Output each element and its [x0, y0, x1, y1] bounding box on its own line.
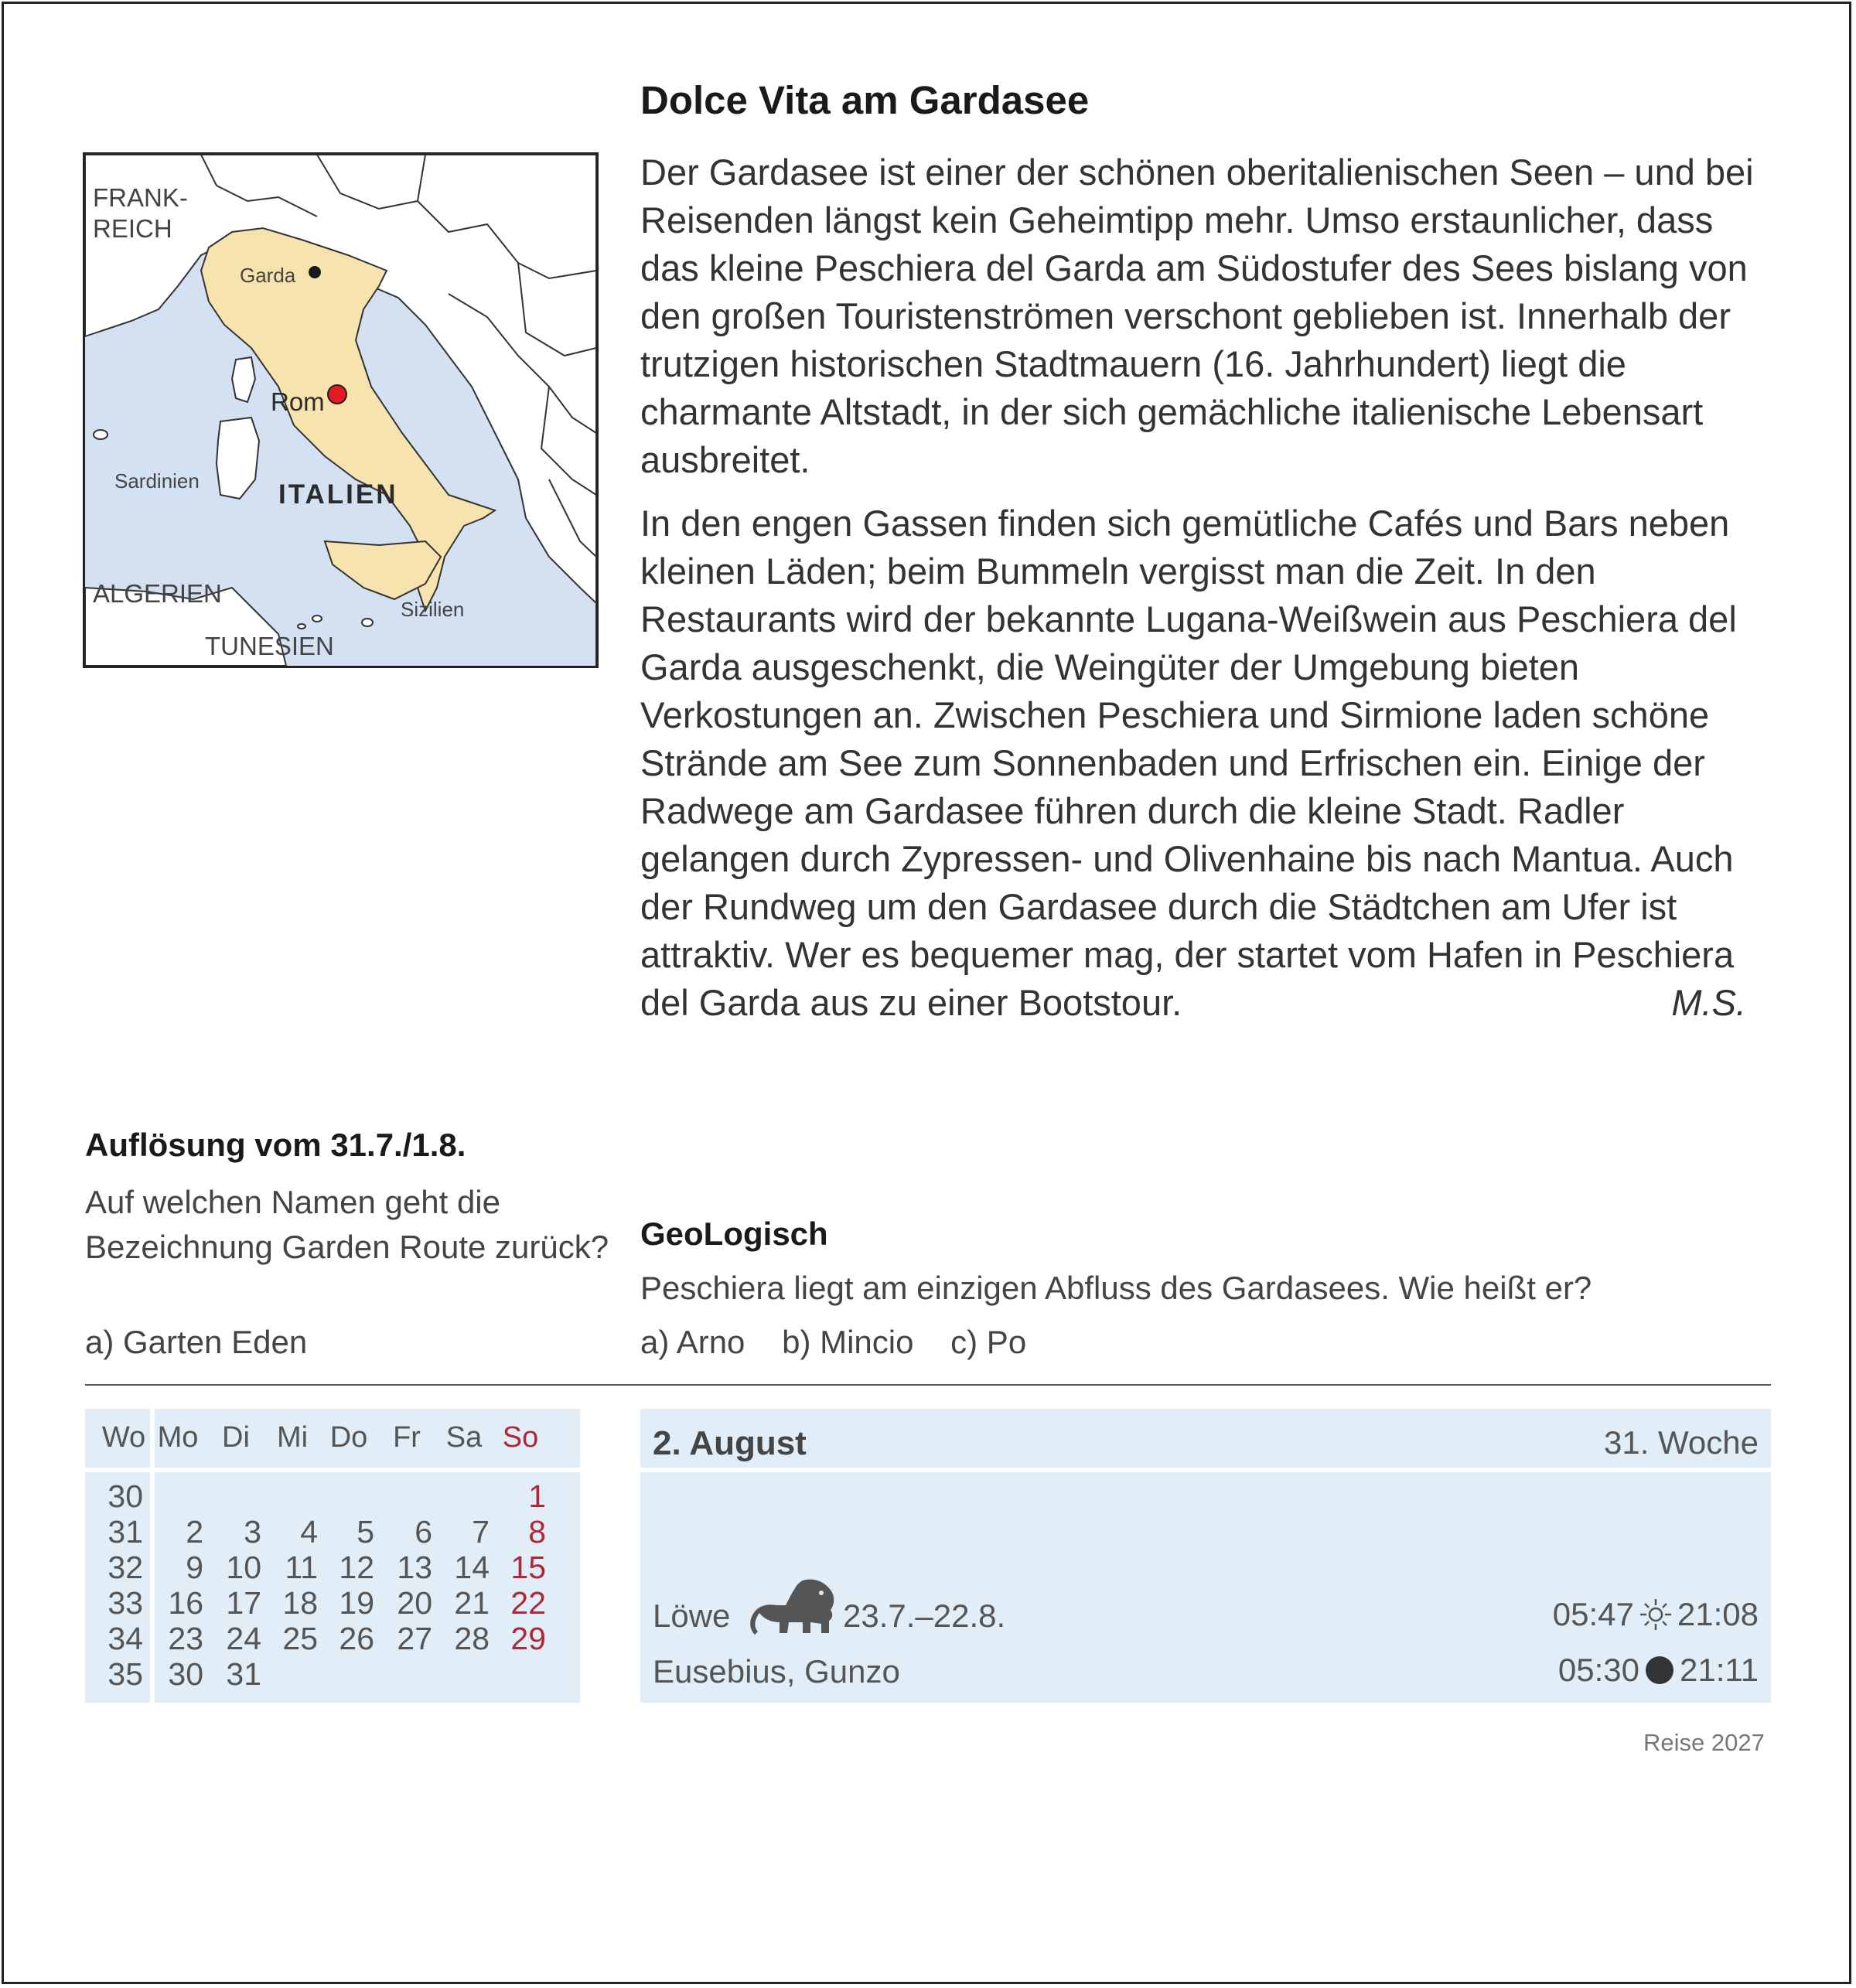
calendar-header-do: Do: [329, 1421, 368, 1454]
calendar-day: 3: [244, 1514, 261, 1550]
moonrise-time: 05:30: [1557, 1652, 1639, 1688]
moonset-time: 21:11: [1680, 1652, 1759, 1688]
calendar-day: 4: [300, 1514, 318, 1550]
calendar-day: 26: [339, 1621, 374, 1656]
lion-icon: [749, 1576, 840, 1636]
calendar-day: 23: [168, 1621, 203, 1656]
calendar-day: 12: [339, 1550, 374, 1585]
calendar-day: 28: [454, 1621, 490, 1656]
calendar-day: 6: [415, 1514, 432, 1550]
calendar-day: 11: [285, 1550, 318, 1585]
article-paragraph-1: Der Gardasee ist einer der schönen oberitalienischen Seen – und bei Reisenden längst kein Geheimtipp mehr. Umso erstaunlicher, dass das kleine Peschiera del Garda am Südostufer des Sees bislang von den großen Touristenströmen verschont geblieben ist. Innerhalb der trutzigen historischen Stadtmauern (16. Jahrhundert) liegt die charmante Altstadt, in der sich gemächliche italienische Lebensart ausbreitet.: [640, 152, 1754, 480]
name-days: Eusebius, Gunzo: [653, 1653, 900, 1690]
map-label-italien: ITALIEN: [278, 479, 398, 510]
calendar-day: 19: [339, 1585, 374, 1621]
map-label-garda: Garda: [240, 264, 296, 287]
calendar-day: 7: [472, 1514, 490, 1550]
footer-label: Reise 2027: [1643, 1729, 1765, 1756]
calendar-day: 10: [226, 1550, 261, 1585]
calendar-week-number: 31: [107, 1514, 143, 1550]
section-divider: [85, 1384, 1771, 1386]
article-title: Dolce Vita am Gardasee: [640, 78, 1090, 122]
sunrise-time: 05:47: [1552, 1596, 1634, 1632]
day-header-divider: [640, 1468, 1771, 1472]
calendar-day: 21: [454, 1585, 490, 1621]
calendar-day: 20: [397, 1585, 432, 1621]
calendar-day: 14: [454, 1550, 490, 1585]
geologisch-title: GeoLogisch: [640, 1216, 828, 1252]
calendar-day-sunday: 8: [528, 1514, 546, 1550]
solution-title: Auflösung vom 31.7./1.8.: [85, 1127, 466, 1163]
calendar-day: 27: [397, 1621, 432, 1656]
geologisch-question: Peschiera liegt am einzigen Abfluss des Gardasees. Wie heißt er?: [640, 1270, 1592, 1306]
geologisch-option-b: b) Mincio: [782, 1324, 914, 1360]
calendar-header-sa: Sa: [445, 1421, 483, 1454]
map-label-sizilien: Sizilien: [401, 598, 465, 621]
calendar-day: 17: [226, 1585, 261, 1621]
calendar-day: 9: [186, 1550, 203, 1585]
sun-icon: [1639, 1598, 1673, 1632]
calendar-header-mi: Mi: [276, 1421, 309, 1454]
italy-map: [83, 152, 599, 668]
sun-times: [1553, 1596, 1759, 1633]
map-label-rom: Rom: [271, 387, 325, 416]
calendar-day: 5: [357, 1514, 374, 1550]
article-body: [640, 148, 1769, 1042]
calendar-header-wo: Wo: [101, 1421, 146, 1454]
calendar-week-number: 30: [107, 1478, 143, 1514]
calendar-day: 31: [226, 1656, 261, 1692]
geologisch-option-a: a) Arno: [640, 1324, 745, 1360]
zodiac-range: 23.7.–22.8.: [843, 1598, 1006, 1634]
moon-times: [1558, 1652, 1759, 1689]
calendar-day-sunday: 1: [528, 1478, 546, 1514]
day-panel: [640, 1409, 1771, 1703]
calendar-day-sunday: 22: [510, 1585, 546, 1621]
sunset-time: 21:08: [1677, 1596, 1759, 1632]
map-label-tunesien: TUNESIEN: [205, 632, 334, 660]
calendar-day: 25: [282, 1621, 318, 1656]
map-label-algerien: ALGERIEN: [93, 579, 222, 608]
calendar-week-number: 34: [107, 1621, 143, 1656]
solution-question: Auf welchen Namen geht die Bezeichnung Garden Route zurück?: [85, 1184, 609, 1265]
geologisch-option-c: c) Po: [950, 1324, 1027, 1360]
article-paragraph-2-text: In den engen Gassen finden sich gemütliche Cafés und Bars neben kleinen Läden; beim Bummeln vergisst man die Zeit. In den Restaurants wird der bekannte Lugana-Weißwein aus Peschiera del Garda ausgeschenkt, die Weingüter der Umgebung bieten Verkostungen an. Zwischen Peschiera und Sirmione laden schöne Strände am See zum Sonnenbaden und Erfrischen ein. Einige der Radwege am Gardasee führen durch die kleine Stadt. Radler gelangen durch Zypressen- und Olivenhaine bis nach Mantua. Auch der Rundweg um den Gardasee durch die Städtchen am Ufer ist attraktiv. Wer es bequemer mag, der startet vom Hafen in Peschiera del Garda aus zu einer Bootstour.: [640, 503, 1737, 1023]
calendar-day: 24: [226, 1621, 261, 1656]
calendar-header-di: Di: [222, 1421, 250, 1454]
day-date: 2. August: [653, 1424, 807, 1462]
calendar-header-so: So: [502, 1421, 539, 1454]
moon-icon: [1644, 1655, 1675, 1686]
calendar-week-number: 33: [107, 1585, 143, 1621]
calendar-week-number: 35: [107, 1656, 143, 1692]
geologisch-options: [640, 1324, 1054, 1361]
calendar-day: 13: [397, 1550, 432, 1585]
calendar-header-fr: Fr: [393, 1421, 421, 1454]
article-paragraph-2: [640, 500, 1769, 1027]
map-label-sardinien: Sardinien: [114, 469, 200, 493]
month-calendar: [85, 1409, 580, 1703]
calendar-header-divider: [85, 1468, 580, 1472]
day-week: 31. Woche: [1603, 1424, 1759, 1461]
article-author: M.S.: [1671, 982, 1746, 1023]
calendar-day: 2: [186, 1514, 203, 1550]
calendar-day: 18: [282, 1585, 318, 1621]
map-label-frankreich: FRANK- REICH: [93, 183, 188, 243]
calendar-header-mo: Mo: [157, 1421, 199, 1454]
solution-answer: a) Garten Eden: [85, 1324, 308, 1360]
calendar-day-sunday: 29: [510, 1621, 546, 1656]
calendar-week-number: 32: [107, 1550, 143, 1585]
calendar-day: 30: [168, 1656, 203, 1692]
calendar-day: 16: [168, 1585, 203, 1621]
zodiac-name: Löwe: [653, 1598, 731, 1634]
calendar-day-sunday: 15: [510, 1550, 546, 1585]
